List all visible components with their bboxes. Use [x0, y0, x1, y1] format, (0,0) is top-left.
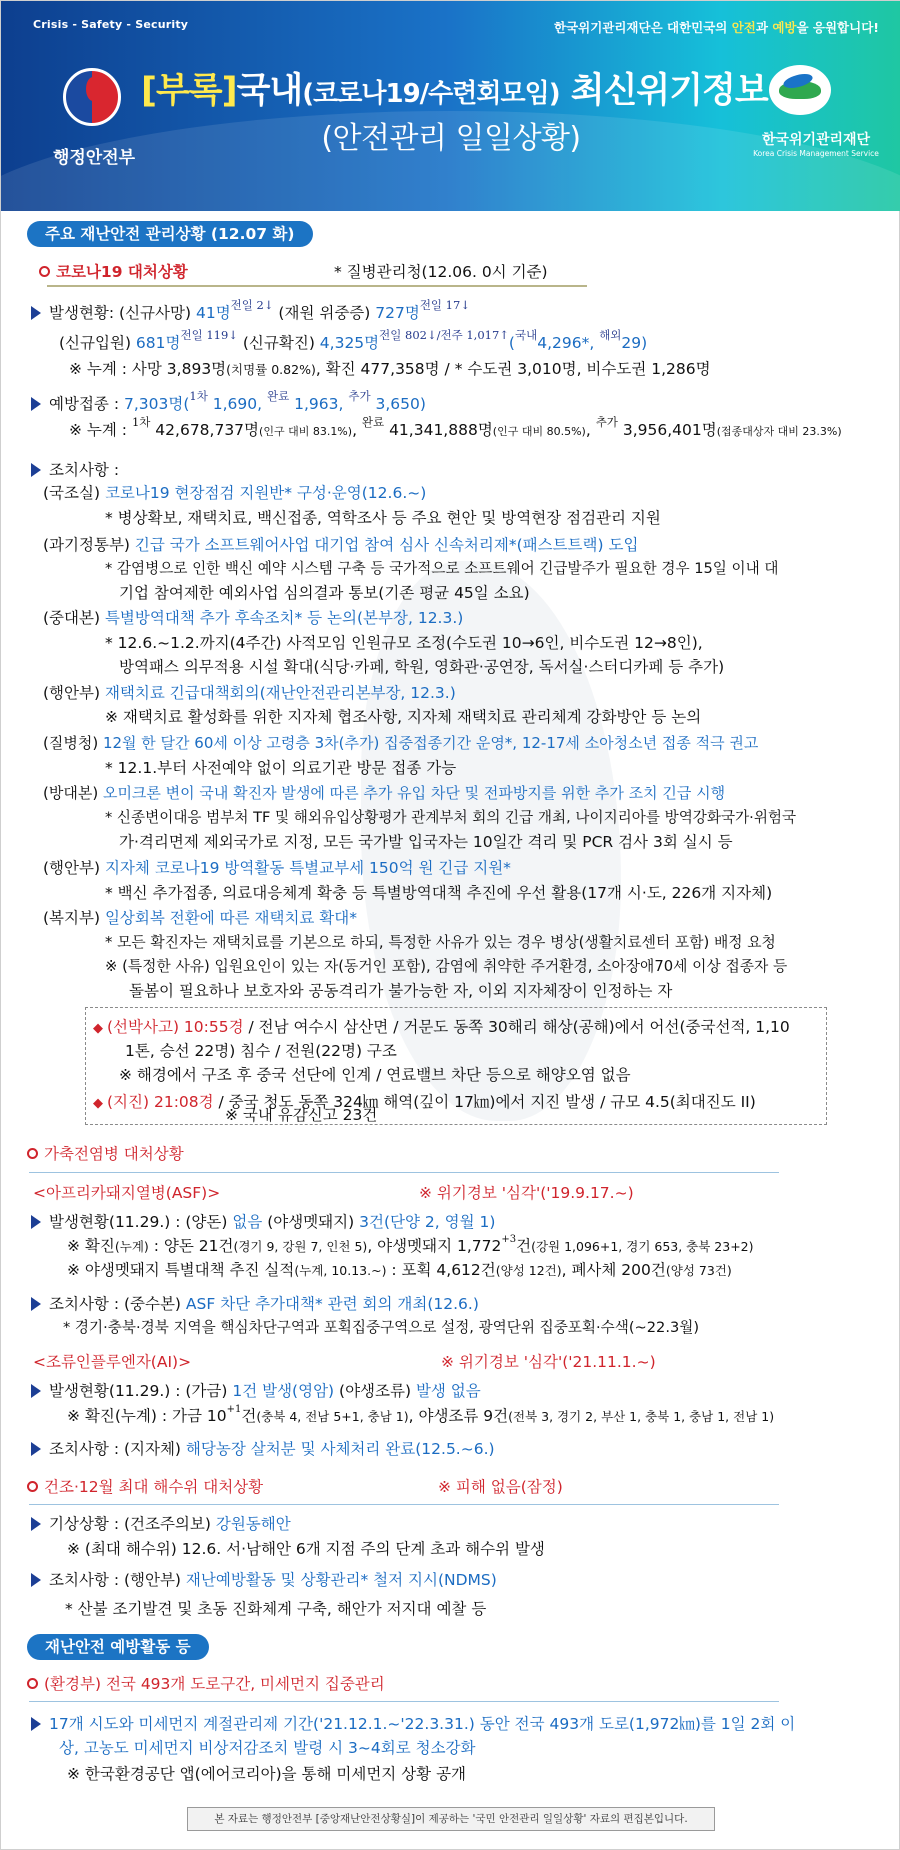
page-title: [부록]국내(코로나19/수련회모임) 최신위기정보 [141, 71, 768, 111]
header-banner [1, 1, 900, 211]
gov-name: 행정안전부 [52, 148, 136, 168]
header-tagline-right: 한국위기관리재단은 대한민국의 안전과 예방을 응원합니다! [553, 20, 879, 35]
incident-1: ◆ (선박사고) 10:55경 / 전남 여수시 삼산면 / 거문도 동쪽 30해리 해상(공해)에서 어선(중국선적, 1,10 [93, 1018, 790, 1036]
sealevel-row-2: ※ (최대 해수위) 12.6. 서·남해안 6개 지점 주의 단계 초과 해수위 발생 [67, 1540, 545, 1558]
triangle-bullet-icon [31, 1717, 41, 1731]
kcm-english-name: Korea Crisis Management Service [753, 149, 879, 158]
circle-bullet-icon [39, 266, 50, 277]
measure-6-note-1: * 신종변이대응 범부처 TF 및 해외유입상황평가 관계부처 회의 긴급 개최, 나이지리아를 방역강화국가·위험국 [105, 809, 797, 826]
triangle-bullet-icon [31, 1215, 41, 1229]
asf-row-2: ※ 확진(누계) : 양돈 21건(경기 9, 강원 7, 인천 5), 야생멧돼지 $1,772^{+3}$건(강원 1,096+1, 경기 653, 충북 23+2) [67, 1234, 754, 1255]
prevention-row-3: ※ 한국환경공단 앱(에어코리아)을 통해 미세먼지 상황 공개 [67, 1765, 467, 1783]
asf-measure: 조치사항 : (중수본) ASF 차단 추가대책* 관련 회의 개최(12.6.) [31, 1293, 479, 1315]
asf-measure-note: * 경기·충북·경북 지역을 핵심차단구역과 포획집중구역으로 설정, 광역단위 집중포획·수색(~22.3월) [63, 1319, 700, 1336]
triangle-bullet-icon [31, 306, 41, 320]
incident-1-note: ※ 해경에서 구조 후 중국 선단에 인계 / 연료밸브 차단 등으로 해양오염 없음 [119, 1066, 631, 1084]
measure-2-note-1: * 감염병으로 인한 백신 예약 시스템 구축 등 국가적으로 소프트웨어 긴급발주가 필요한 경우 15일 이내 대 [105, 560, 779, 577]
asf-row-1: 발생현황(11.29.) : (양돈) 없음 (야생멧돼지) 3건(단양 2, 영월 1) [31, 1211, 495, 1233]
triangle-bullet-icon [31, 1384, 41, 1398]
measure-6: (방대본) 오미크론 변이 국내 확진자 발생에 따른 추가 유입 차단 및 전파방지를 위한 추가 조치 긴급 시행 [43, 784, 726, 802]
sealevel-title: 건조·12월 최대 해수위 대처상황 [27, 1476, 263, 1498]
sealevel-measure: 조치사항 : (행안부) 재난예방활동 및 상황관리* 철저 지시(NDMS) [31, 1569, 497, 1591]
measure-4-note: ※ 재택치료 활성화를 위한 지자체 협조사항, 지자체 재택치료 관리체계 강화방안 등 논의 [105, 708, 702, 726]
incident-2: ◆ (지진) 21:08경 / 중국 청도 동쪽 324㎞ 해역(깊이 17㎞)에서 지진 발생 / 규모 4.5(최대진도 II) [93, 1093, 756, 1111]
triangle-bullet-icon [31, 1442, 41, 1456]
triangle-bullet-icon [31, 463, 41, 477]
footer-note: 본 자료는 행정안전부 [중앙재난안전상황실]이 제공하는 '국민 안전관리 일일상황' 자료의 편집본입니다. [187, 1807, 715, 1831]
covid-row-2: (신규입원) 681명$^{전일 119↓}$ (신규확진) 4,325명$^{전일 802↓/전주 1,017↑}$($^{국내}$4,296*, $^{해외}$29) [59, 328, 648, 352]
circle-bullet-icon [27, 1148, 38, 1159]
triangle-bullet-icon [31, 1573, 41, 1587]
asf-row-3: ※ 야생멧돼지 특별대책 추진 실적(누계, 10.13.~) : 포획 4,612건(양성 12건), 폐사체 200건(양성 73건) [67, 1261, 732, 1279]
covid-source: * 질병관리청(12.06. 0시 기준) [334, 263, 548, 281]
measure-7-note: * 백신 추가접종, 의료대응체계 확충 등 특별방역대책 추진에 우선 활용(17개 시·도, 226개 지자체) [105, 884, 773, 902]
vaccine-row-2: ※ 누계 : $^{1차}$ 42,678,737명(인구 대비 83.1%), $^{완료}$ 41,341,888명(인구 대비 80.5%), $^{추가}$ 3,956,401명(접종대상자 대비 23.3%) [69, 415, 842, 439]
header-tagline-left: Crisis - Safety - Security [33, 18, 189, 31]
incident-2-note: ※ 국내 유감신고 23건 [225, 1106, 378, 1124]
ai-row-1: 발생현황(11.29.) : (가금) 1건 발생(영암) (야생조류) 발생 없음 [31, 1380, 481, 1402]
asf-alert: ※ 위기경보 '심각'('19.9.17.~) [419, 1184, 634, 1202]
measure-1: (국조실) 코로나19 현장점검 지원반* 구성·운영(12.6.~) [43, 484, 427, 502]
measure-8-note-3: 돌봄이 필요하나 보호자와 공동격리가 불가능한 자, 이외 지자체장이 인정하는 자 [129, 982, 673, 1000]
measure-6-note-2: 가·격리면제 제외국가로 지정, 모든 국가발 입국자는 10일간 격리 및 PCR 검사 3회 실시 등 [119, 833, 733, 851]
covid-title: 코로나19 대처상황 [39, 261, 188, 283]
measure-8-note-1: * 모든 확진자는 재택치료를 기본으로 하되, 특정한 사유가 있는 경우 병상(생활치료센터 포함) 배정 요청 [105, 934, 776, 951]
triangle-bullet-icon [31, 1517, 41, 1531]
measure-1-note: * 병상확보, 재택치료, 백신접종, 역학조사 등 주요 현안 및 방역현장 점검관리 지원 [105, 509, 661, 527]
measure-5: (질병청) 12월 한 달간 60세 이상 고령층 3차(추가) 집중접종기간 운영*, 12-17세 소아청소년 접종 적극 권고 [43, 734, 759, 752]
measure-3-note-1: * 12.6.~1.2.까지(4주간) 사적모임 인원규모 조정(수도권 10→6인, 비수도권 12→8인), [105, 634, 703, 652]
measure-2: (과기정통부) 긴급 국가 소프트웨어사업 대기업 참여 심사 신속처리제*(패스트트랙) 도입 [43, 536, 639, 554]
measures-title: 조치사항 : [31, 459, 119, 481]
kcm-name: 한국위기관리재단 [761, 132, 871, 148]
circle-bullet-icon [27, 1481, 38, 1492]
divider [29, 1504, 779, 1505]
asf-title: <아프리카돼지열병(ASF)> [33, 1184, 221, 1202]
vaccine-row-1: 예방접종 : 7,303명($^{1차}$ 1,690, $^{완료}$ 1,963, $^{추가}$ 3,650) [31, 393, 426, 416]
section-pill-prevention: 재난안전 예방활동 등 [27, 1634, 209, 1660]
measure-4: (행안부) 재택치료 긴급대책회의(재난안전관리본부장, 12.3.) [43, 684, 456, 702]
ai-row-2: ※ 확진(누계) : 가금 $10^{+1}$건(충북 4, 전남 5+1, 충남 1), 야생조류 9건(전북 3, 경기 2, 부산 1, 충북 1, 충남 1, 전남 1) [67, 1404, 775, 1425]
prevention-row-1: 17개 시도와 미세먼지 계절관리제 기간('21.12.1.~'22.3.31.) 동안 전국 493개 도로(1,972㎞)를 1일 2회 이 [31, 1713, 795, 1735]
measure-5-note: * 12.1.부터 사전예약 없이 의료기관 방문 접종 가능 [105, 759, 457, 777]
circle-bullet-icon [27, 1678, 38, 1689]
divider [29, 1701, 779, 1702]
measure-2-note-2: 기업 참여제한 예외사업 심의결과 통보(기존 평균 45일 소요) [119, 584, 530, 602]
covid-row-1: 발생현황: (신규사망) 41명$^{전일 2↓}$ (재원 위중증) 727명$^{전일 17↓}$ [31, 302, 470, 325]
divider [47, 285, 587, 287]
triangle-bullet-icon [31, 1297, 41, 1311]
prevention-row-2: 상, 고농도 미세먼지 비상저감조치 발령 시 3~4회로 청소강화 [59, 1739, 476, 1757]
measure-3: (중대본) 특별방역대책 추가 후속조치* 등 논의(본부장, 12.3.) [43, 609, 464, 627]
ai-alert: ※ 위기경보 '심각'('21.11.1.~) [441, 1353, 656, 1371]
page-subtitle: (안전관리 일일상황) [321, 121, 581, 156]
gov-emblem-icon [63, 68, 121, 126]
divider [29, 1172, 779, 1173]
covid-row-3: ※ 누계 : 사망 3,893명(치명률 0.82%), 확진 477,358명 / * 수도권 3,010명, 비수도권 1,286명 [69, 360, 711, 378]
sealevel-measure-note: * 산불 조기발견 및 초동 진화체계 구축, 해안가 저지대 예찰 등 [65, 1600, 487, 1618]
incident-1-cont: 1톤, 승선 22명) 침수 / 전원(22명) 구조 [125, 1042, 397, 1060]
sealevel-row-1: 기상상황 : (건조주의보) 강원동해안 [31, 1513, 291, 1535]
ai-measure: 조치사항 : (지자체) 해당농장 살처분 및 사체처리 완료(12.5.~6.) [31, 1438, 495, 1460]
measure-7: (행안부) 지자체 코로나19 방역활동 특별교부세 150억 원 긴급 지원* [43, 859, 511, 877]
measure-8-note-2: ※ (특정한 사유) 입원요인이 있는 자(동거인 포함), 감염에 취약한 주거환경, 소아장애70세 이상 접종자 등 [105, 958, 788, 975]
diamond-bullet-icon: ◆ [93, 1096, 103, 1111]
measure-3-note-2: 방역패스 의무적용 시설 확대(식당·카페, 학원, 영화관·공연장, 독서실·스터디카페 등 추가) [119, 658, 725, 676]
ai-title: <조류인플루엔자(AI)> [33, 1353, 192, 1371]
prevention-title: (환경부) 전국 493개 도로구간, 미세먼지 집중관리 [27, 1673, 385, 1695]
sealevel-alert: ※ 피해 없음(잠정) [438, 1478, 563, 1496]
measure-8: (복지부) 일상회복 전환에 따른 재택치료 확대* [43, 909, 358, 927]
kcm-logo-icon [769, 65, 831, 115]
livestock-title: 가축전염병 대처상황 [27, 1143, 184, 1165]
diamond-bullet-icon: ◆ [93, 1021, 103, 1036]
section-pill-main: 주요 재난안전 관리상황 (12.07 화) [27, 221, 313, 247]
triangle-bullet-icon [31, 397, 41, 411]
